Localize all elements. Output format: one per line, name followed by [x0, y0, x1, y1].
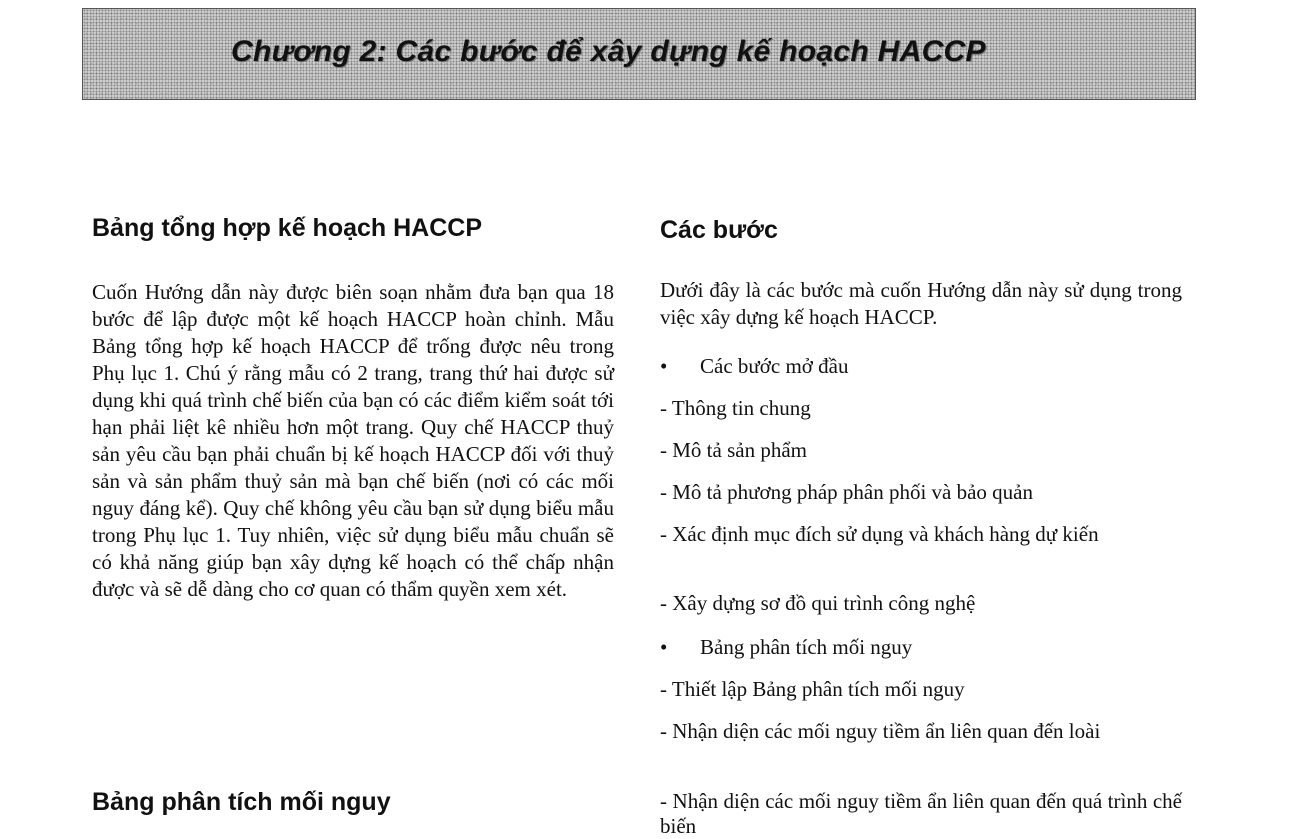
section-title-hazard-analysis: Bảng phân tích mối nguy: [92, 788, 391, 816]
list-item: [660, 438, 1182, 463]
list-item-text: Các bước mở đầu: [700, 354, 849, 378]
bullet-icon: •: [660, 635, 668, 659]
list-item: [660, 522, 1182, 547]
chapter-title: Chương 2: Các bước để xây dựng kế hoạch HACCP: [231, 35, 986, 68]
list-item: [660, 789, 1182, 839]
list-item-text: Thiết lập Bảng phân tích mối nguy: [671, 677, 965, 701]
dash-marker: -: [660, 396, 667, 420]
section-title-steps: Các bước: [660, 216, 778, 244]
list-item-text: Nhận diện các mối nguy tiềm ẩn liên quan đến loài: [672, 719, 1101, 743]
list-item-text: Thông tin chung: [671, 396, 811, 420]
chapter-banner: [82, 8, 1196, 100]
dash-marker: -: [660, 591, 667, 615]
list-item: [660, 480, 1182, 505]
list-item-text: Nhận diện các mối nguy tiềm ẩn liên quan đến quá trình chế biến: [660, 789, 1182, 838]
bullet-icon: •: [660, 354, 668, 378]
section-title-haccp-summary: Bảng tổng hợp kế hoạch HACCP: [92, 214, 483, 242]
list-item-text: Mô tả sản phẩm: [672, 438, 807, 462]
dash-marker: -: [660, 789, 667, 813]
dash-marker: -: [660, 677, 667, 701]
list-item: [660, 635, 1182, 660]
steps-intro: Dưới đây là các bước mà cuốn Hướng dẫn này sử dụng trong việc xây dựng kế hoạch HACCP.: [660, 278, 1182, 329]
list-item-text: Mô tả phương pháp phân phối và bảo quản: [672, 480, 1034, 504]
dash-marker: -: [660, 480, 667, 504]
list-item: [660, 677, 1182, 702]
list-item-text: Xây dựng sơ đồ qui trình công nghệ: [672, 591, 976, 615]
list-item: [660, 354, 1182, 379]
list-item-text: Xác định mục đích sử dụng và khách hàng dự kiến: [672, 522, 1099, 546]
dash-marker: -: [660, 522, 667, 546]
dash-marker: -: [660, 438, 667, 462]
list-item: [660, 719, 1182, 744]
section-body-haccp-summary: Cuốn Hướng dẫn này được biên soạn nhằm đưa bạn qua 18 bước để lập được một kế hoạch HACCP hoàn chỉnh. Mẫu Bảng tổng hợp kế hoạch HACCP để trống được nêu trong Phụ lục 1. Chú ý rằng mẫu có 2 trang, trang thứ hai được sử dụng khi quá trình chế biến của bạn có các điểm kiểm soát tới hạn phải liệt kê nhiều hơn một trang. Quy chế HACCP thuỷ sản yêu cầu bạn phải chuẩn bị kế hoạch HACCP đối với thuỷ sản và sản phẩm thuỷ sản mà bạn chế biến (nơi có các mối nguy đáng kể). Quy chế không yêu cầu bạn sử dụng biểu mẫu trong Phụ lục 1. Tuy nhiên, việc sử dụng biểu mẫu chuẩn sẽ có khả năng giúp bạn xây dựng kế hoạch có thể chấp nhận được và sẽ dễ dàng cho cơ quan có thẩm quyền xem xét.: [92, 280, 614, 601]
list-item-text: Bảng phân tích mối nguy: [700, 635, 913, 659]
dash-marker: -: [660, 719, 667, 743]
list-item: [660, 591, 1182, 616]
list-item: [660, 396, 1182, 421]
